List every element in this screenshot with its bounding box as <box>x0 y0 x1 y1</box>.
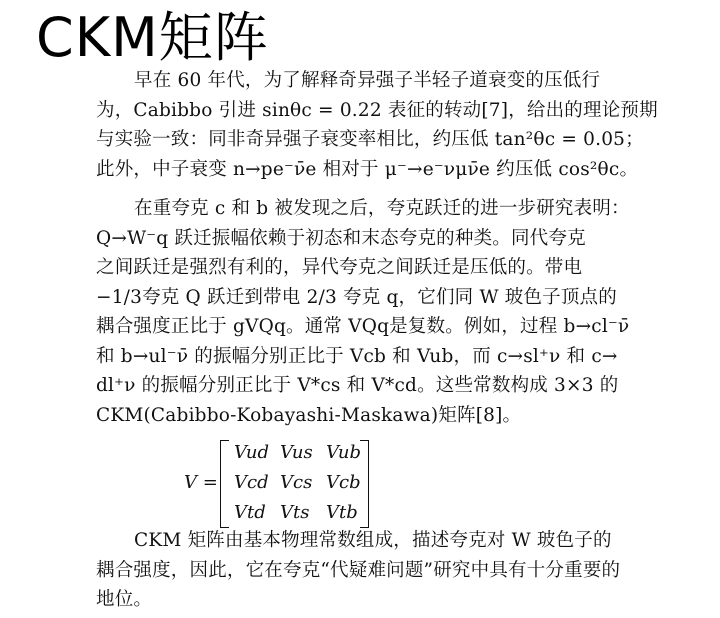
matrix-cell: Vtd <box>234 502 266 523</box>
paragraph-ckm-summary <box>96 526 624 615</box>
text-line: 为，Cabibbo 引进 sinθc = 0.22 表征的转动[7]，给出的理论预期 <box>96 99 658 121</box>
paragraph-cabibbo <box>96 66 658 184</box>
text-line: 和 b→ul⁻ν̄ 的振幅分别正比于 Vcb 和 Vub，而 c→sl⁺ν 和 c→ <box>96 345 618 367</box>
text-line: −1/3夸克 Q 跃迁到带电 2/3 夸克 q，它们同 W 玻色子顶点的 <box>96 286 617 308</box>
paragraph-heavy-quarks <box>96 194 630 430</box>
text-line: 耦合强度正比于 gVQq。通常 VQq是复数。例如，过程 b→cl⁻ν̄ <box>96 316 630 337</box>
matrix-cell: Vub <box>326 442 361 463</box>
text-line: 与实验一致：同非奇异强子衰变率相比，约压低 tan²θc = 0.05； <box>96 129 644 150</box>
text-line: dl⁺ν 的振幅分别正比于 V*cs 和 V*cd。这些常数构成 3×3 的 <box>96 375 619 396</box>
page-title: CKM矩阵 <box>36 6 269 69</box>
text-line: 地位。 <box>96 589 153 610</box>
ckm-matrix <box>184 436 444 526</box>
matrix-cell: Vtb <box>326 502 358 523</box>
text-line: 早在 60 年代，为了解释奇异强子半轻子道衰变的压低行 <box>134 70 601 91</box>
matrix-left-bracket <box>220 440 229 528</box>
matrix-cell: Vcs <box>280 472 313 493</box>
text-line: 耦合强度，因此，它在夸克“代疑难问题”研究中具有十分重要的 <box>96 559 621 581</box>
matrix-cell: Vus <box>280 442 313 463</box>
matrix-cell: Vcb <box>326 472 361 493</box>
matrix-cells <box>234 440 372 526</box>
text-line: Q→W⁻q 跃迁振幅依赖于初态和末态夸克的种类。同代夸克 <box>96 227 586 249</box>
matrix-cell: Vts <box>280 502 310 523</box>
text-line: CKM 矩阵由基本物理常数组成，描述夸克对 W 玻色子的 <box>134 530 612 551</box>
matrix-cell: Vud <box>234 442 269 463</box>
text-line: CKM(Cabibbo-Kobayashi-Maskawa)矩阵[8]。 <box>96 404 522 426</box>
matrix-label: V = <box>184 472 218 493</box>
text-line: 此外，中子衰变 n→pe⁻ν̄e 相对于 μ⁻→e⁻νμν̄e 约压低 cos²θc。 <box>96 158 639 180</box>
matrix-cell: Vcd <box>234 472 269 493</box>
matrix-right-bracket <box>360 440 369 528</box>
text-line: 之间跃迁是强烈有利的，异代夸克之间跃迁是压低的。带电 <box>96 257 583 278</box>
text-line: 在重夸克 c 和 b 被发现之后，夸克跃迁的进一步研究表明： <box>134 198 630 219</box>
